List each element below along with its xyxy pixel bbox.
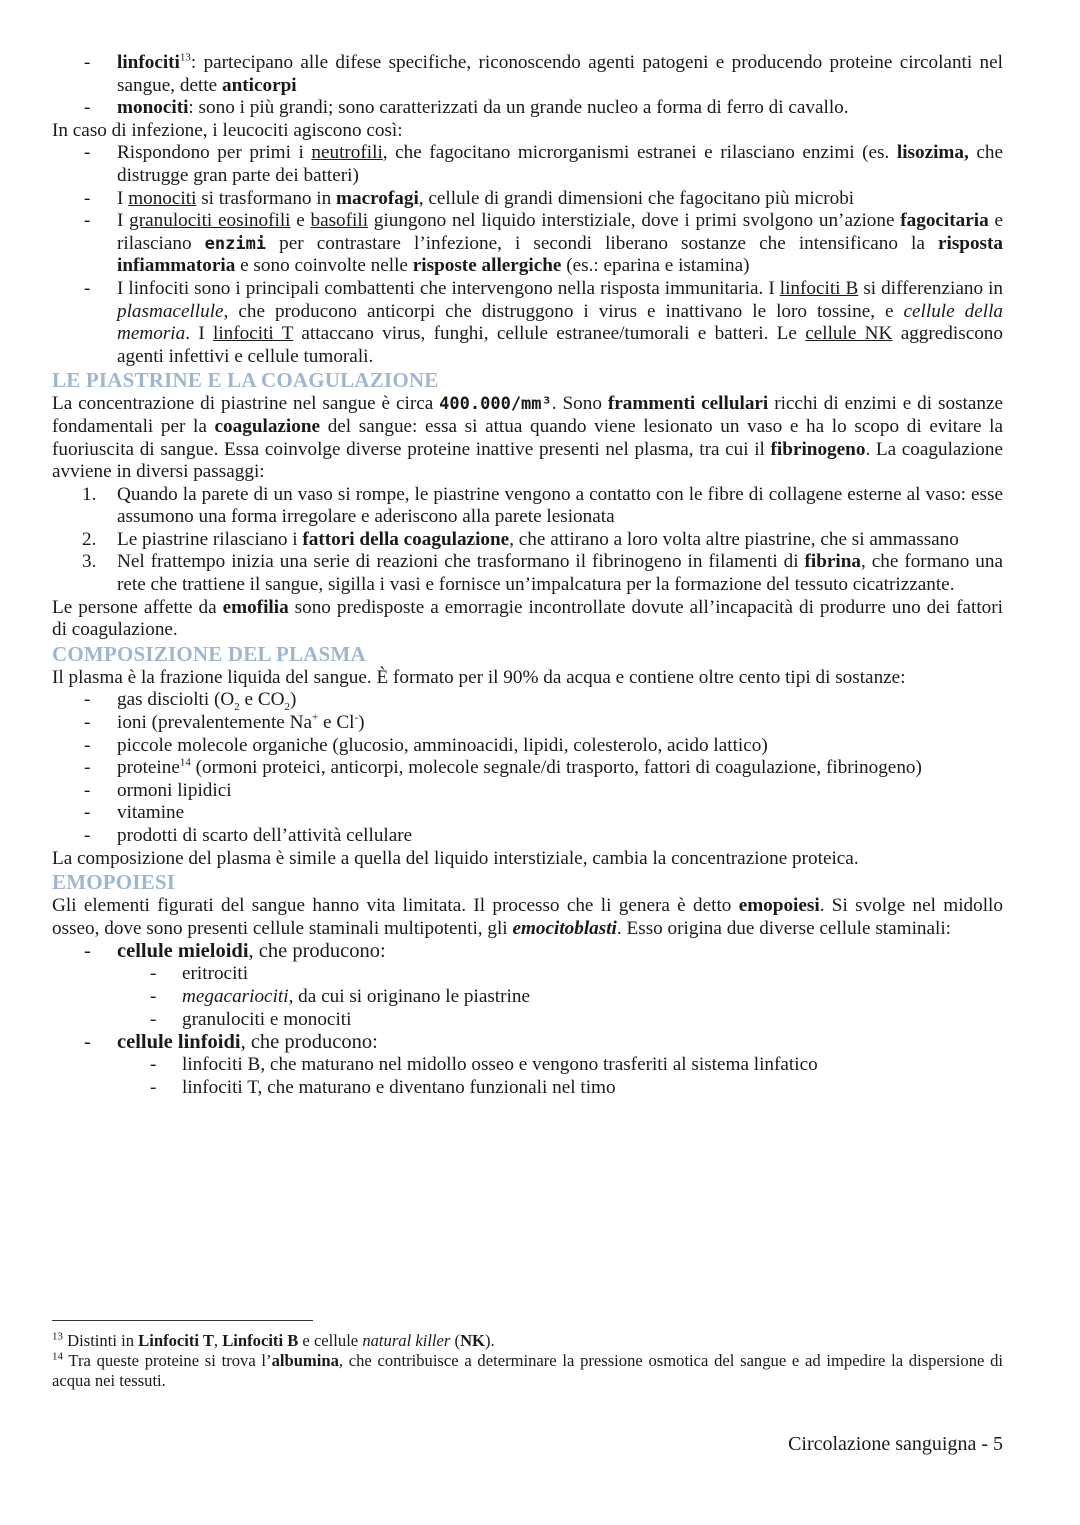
step-item (52, 551, 1003, 596)
text: ) (358, 712, 365, 734)
footnote-number: 14 (52, 1350, 63, 1363)
sublist-item: - eritrociti (117, 963, 1003, 986)
term-plasmacellule: plasmacellule (117, 300, 224, 322)
term: NK (460, 1331, 485, 1350)
term-eosinofili: granulociti eosinofili (129, 210, 291, 232)
list-item: - vitamine (52, 802, 1003, 825)
footnote-13 (52, 1331, 1003, 1351)
text: , che attirano a loro volta altre piastrine, che si ammassano (509, 528, 959, 550)
infection-intro: In caso di infezione, i leucociti agiscono così: (52, 119, 403, 141)
text: del sangue: essa si attua quando viene lesionato un vaso e ha lo scopo di evitare la fuoriuscita di sangue. Essa coinvolge diverse proteine inattive presenti nel plasma, tra cui il (52, 415, 1004, 460)
term-anticorpi: anticorpi (221, 74, 297, 96)
list-item (52, 757, 1003, 780)
text: e rilasciano (117, 210, 1003, 254)
term-emocitoblasti: emocitoblasti (512, 917, 617, 939)
text: ) (290, 689, 297, 711)
text: che distrugge gran parte dei batteri) (117, 142, 1003, 186)
term: albumina (271, 1351, 339, 1370)
text: per contrastare l’infezione, i secondi liberano sostanze che intensificano la (266, 232, 938, 254)
text: , cellule di grandi dimensioni che fagocitano più microbi (418, 187, 855, 209)
text: e CO (239, 689, 285, 711)
term-cellule-linfoidi: cellule linfoidi (117, 1031, 241, 1054)
coagulation-steps (52, 484, 1003, 597)
text: e cellule (298, 1331, 363, 1350)
text: Quando la parete di un vaso si rompe, le piastrine vengono a contatto con le fibre di collagene esterne al vaso: esse assumono una forma irregolare e aderiscono alla parete lesionata (117, 483, 1003, 528)
subscript: 2 (234, 701, 240, 714)
text: aggrediscono agenti infettivi e cellule tumorali. (117, 323, 1003, 367)
text: . Sono (551, 393, 608, 415)
text: giungono nel liquido interstiziale, dove i primi svolgono un’azione (368, 210, 901, 232)
subscript: 2 (284, 701, 291, 714)
list-item-mieloidi (52, 940, 1003, 1031)
paragraph (52, 393, 1003, 483)
section-heading-emopoiesi: EMOPOIESI (52, 870, 176, 895)
list-item-monociti (52, 97, 1003, 120)
term-monociti: monociti (117, 97, 189, 119)
leukocyte-list (52, 52, 1003, 120)
list-item (52, 689, 1003, 712)
text: I (117, 210, 130, 232)
section-heading-plasma: COMPOSIZIONE DEL PLASMA (52, 641, 366, 666)
step-number: 3. (82, 551, 97, 573)
page-footer: Circolazione sanguigna - 5 (788, 1433, 1003, 1455)
text: : partecipano alle difese specifiche, riconoscendo agenti patogeni e producendo proteine circolanti nel sangue, dette (117, 52, 1003, 96)
text: e (290, 210, 311, 232)
term-basofili: basofili (310, 210, 369, 232)
text: gas disciolti (O (117, 689, 235, 711)
text: , che formano una rete che trattiene il sangue, sigilla i vasi e fornisce un’impalcatura per la formazione del tessuto cicatrizzante. (117, 551, 1003, 596)
footnotes (52, 1331, 1003, 1391)
mieloidi-sublist (117, 963, 1003, 1031)
term-cellule-memoria: cellule della memoria (117, 300, 1003, 345)
text: . I (185, 323, 214, 345)
text: Le persone affette da (52, 596, 223, 618)
footnote-ref-14[interactable]: 14 (179, 756, 191, 769)
list-item: - piccole molecole organiche (glucosio, amminoacidi, lipidi, colesterolo, acido lattico) (52, 735, 1003, 758)
step-number: 1. (82, 483, 97, 505)
text: Le piastrine rilasciano i (117, 528, 303, 550)
infection-list (52, 142, 1003, 368)
superscript: + (312, 711, 319, 724)
stem-cell-list (52, 940, 1003, 1099)
term-fibrinogeno: fibrinogeno (770, 438, 866, 460)
text: proteine (117, 757, 180, 779)
term-monociti: monociti (128, 187, 197, 209)
list-item-linfociti (52, 52, 1003, 97)
step-item (52, 484, 1003, 529)
text: , da cui si originano le piastrine (288, 985, 530, 1007)
text: I (117, 187, 129, 209)
linfoidi-sublist (117, 1054, 1003, 1099)
list-item (52, 210, 1003, 278)
term-fibrina: fibrina (804, 551, 861, 573)
text: sono predisposte a emorragie incontrollate dovute all’incapacità di produrre uno dei fattori di coagulazione. (52, 596, 1003, 641)
paragraph: Il plasma è la frazione liquida del sangue. È formato per il 90% da acqua e contiene oltre cento tipi di sostanze: (52, 666, 906, 688)
text: , che producono: (240, 1031, 378, 1054)
text: . Si svolge nel midollo osseo, dove sono presenti cellule staminali multipotenti, gli (52, 895, 1003, 939)
footnote-number: 13 (52, 1330, 63, 1343)
term-linfociti-t: linfociti T (213, 323, 294, 345)
text: Distinti in (63, 1331, 139, 1350)
document-page (52, 52, 1003, 1099)
sublist-item: - granulociti e monociti (117, 1009, 1003, 1032)
list-item (52, 712, 1003, 735)
term-fattori-coagulazione: fattori della coagulazione (302, 528, 510, 550)
text: si trasformano in (196, 187, 337, 209)
plasma-components-list (52, 689, 1003, 847)
text: Gli elementi figurati del sangue hanno vita limitata. Il processo che li genera è detto (52, 895, 739, 917)
term: natural killer (362, 1331, 451, 1350)
list-item-linfoidi (52, 1031, 1003, 1099)
term-frammenti-cellulari: frammenti cellulari (607, 393, 769, 415)
list-item: - ormoni lipidici (52, 780, 1003, 803)
footnote-14 (52, 1351, 1003, 1391)
term: Linfociti T (138, 1331, 214, 1350)
paragraph: La composizione del plasma è simile a quella del liquido interstiziale, cambia la concentrazione proteica. (52, 847, 859, 869)
section-heading-piastrine: LE PIASTRINE E LA COAGULAZIONE (52, 368, 439, 393)
text: (ormoni proteici, anticorpi, molecole segnale/di trasporto, fattori di coagulazione, fibrinogeno) (190, 757, 922, 779)
text: attaccano virus, funghi, cellule estranee/tumorali e batteri. Le (293, 323, 806, 345)
list-item (52, 142, 1003, 187)
term-coagulazione: coagulazione (214, 415, 321, 437)
list-item: - prodotti di scarto dell’attività cellulare (52, 825, 1003, 848)
list-item (52, 278, 1003, 368)
text: ricchi di enzimi e di sostanze fondamentali per la (52, 393, 1004, 437)
term-macrofagi: macrofagi (336, 187, 419, 209)
sublist-item (117, 986, 1003, 1009)
text: , che producono: (248, 940, 386, 963)
text: Nel frattempo inizia una serie di reazioni che trasformano il fibrinogeno in filamenti di (117, 551, 805, 573)
step-number: 2. (82, 528, 97, 550)
sublist-item: - linfociti B, che maturano nel midollo osseo e vengono trasferiti al sistema linfatico (117, 1054, 1003, 1077)
text: . Esso origina due diverse cellule staminali: (616, 917, 952, 939)
footnote-separator (52, 1320, 313, 1321)
term-fagocitaria: fagocitaria (900, 210, 989, 232)
list-item (52, 188, 1003, 211)
text: e Cl (318, 712, 355, 734)
text: , che producono anticorpi che distruggono i virus e inattivano le loro tossine, e (223, 300, 904, 322)
text: I linfociti sono i principali combattenti che intervengono nella risposta immunitaria. I (117, 277, 780, 299)
term-emofilia: emofilia (222, 596, 289, 618)
superscript: - (354, 711, 359, 724)
text: La concentrazione di piastrine nel sangue è circa (52, 393, 440, 415)
term-cellule-mieloidi: cellule mieloidi (117, 940, 249, 963)
paragraph (52, 597, 1003, 642)
step-item (52, 529, 1003, 552)
text: , (213, 1331, 223, 1350)
text: Tra queste proteine si trova l’ (63, 1351, 272, 1370)
text: , che fagocitano microrganismi estranei e rilasciano enzimi (es. (382, 142, 897, 164)
term-emopoiesi: emopoiesi (738, 895, 820, 917)
footnote-ref-13[interactable]: 13 (179, 51, 191, 64)
text: ). (484, 1331, 495, 1350)
term-linfociti-b: linfociti B (779, 277, 859, 299)
text: . La coagulazione avviene in diversi passaggi: (52, 438, 1003, 483)
term: Linfociti B (222, 1331, 299, 1350)
paragraph (52, 895, 1003, 940)
text: si differenziano in (858, 277, 1004, 299)
text: Rispondono per primi i (117, 142, 312, 164)
text: : sono i più grandi; sono caratterizzati da un grande nucleo a forma di ferro di cavallo. (188, 97, 849, 119)
term-risposte-allergiche: risposte allergiche (412, 255, 562, 277)
term-enzimi: enzimi (204, 233, 267, 254)
term-cellule-nk: cellule NK (805, 323, 893, 345)
platelet-concentration: 400.000/mm³ (439, 394, 552, 415)
text: ( (450, 1331, 461, 1350)
term-lisozima: lisozima, (896, 142, 969, 164)
term-neutrofili: neutrofili (311, 142, 383, 164)
text: (es.: eparina e istamina) (561, 255, 750, 277)
text: , che contribuisce a determinare la pressione osmotica del sangue e ad impedire la dispersione di acqua nei tessuti. (52, 1351, 1004, 1390)
term-megacariociti: megacariociti (182, 985, 289, 1007)
text: ioni (prevalentemente Na (117, 712, 312, 734)
term-risposta-infiammatoria: risposta infiammatoria (117, 232, 1003, 277)
sublist-item: - linfociti T, che maturano e diventano funzionali nel timo (117, 1077, 1003, 1100)
text: e sono coinvolte nelle (235, 255, 413, 277)
term-linfociti: linfociti (117, 52, 180, 73)
